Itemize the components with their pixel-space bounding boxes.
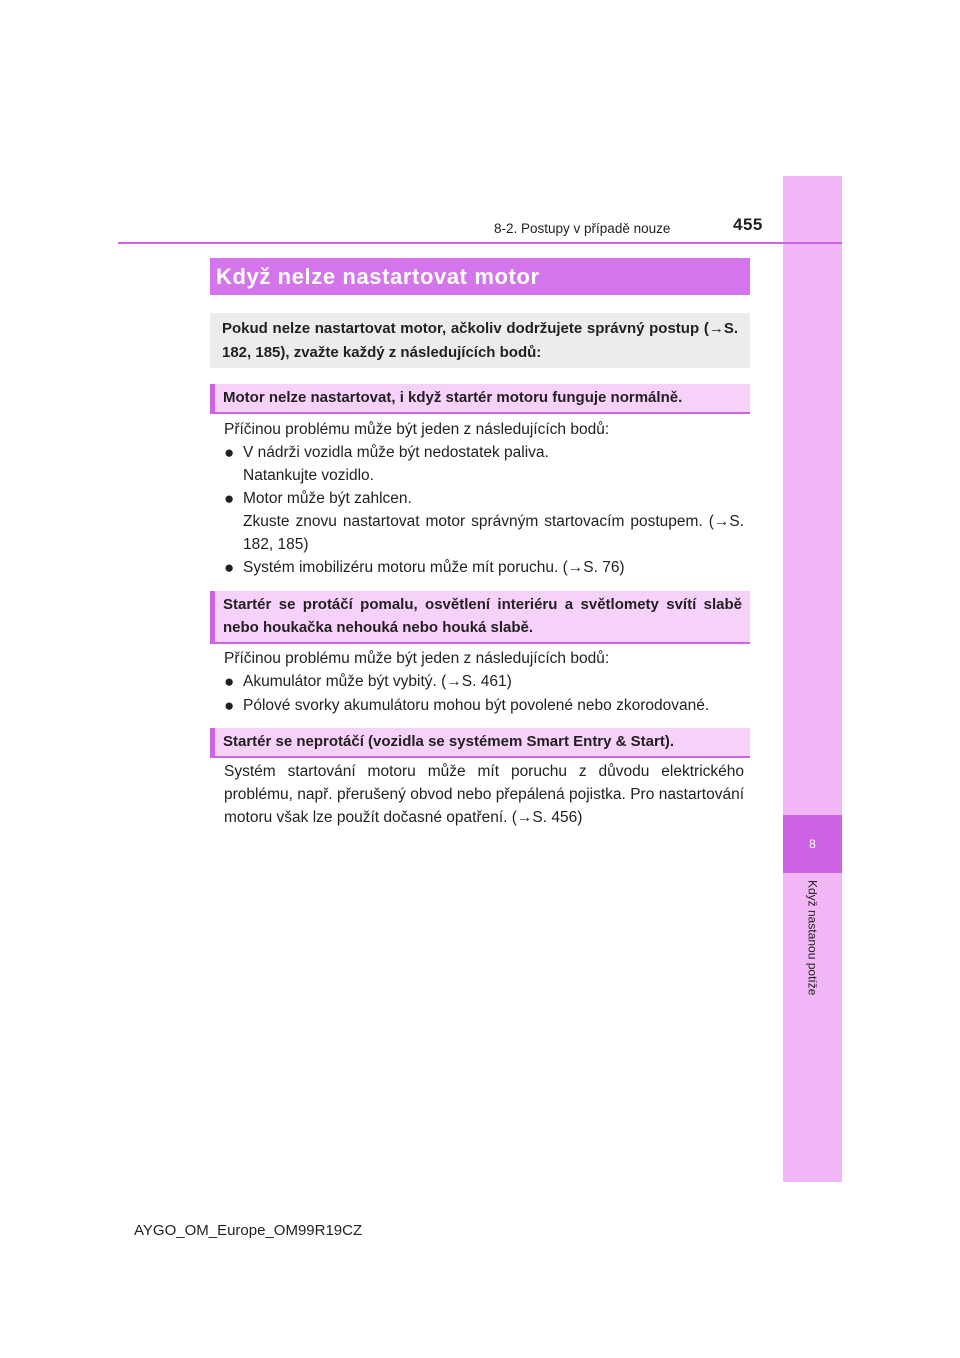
section1-lead: Příčinou problému může být jeden z následujících bodů: <box>224 421 610 438</box>
bullet-subtext: Natankujte vozidlo. <box>243 467 374 484</box>
bullet-icon: ● <box>224 558 235 577</box>
section1-bullet-2 <box>224 487 744 556</box>
intro-box: Pokud nelze nastartovat motor, ačkoliv dodržujete správný postup (→S. 182, 185), zvažte každý z následujících bodů: <box>210 313 750 368</box>
section2-bullet-2 <box>224 694 744 717</box>
section-heading-2: Startér se protáčí pomalu, osvětlení interiéru a světlomety svítí slabě nebo houkačka nehouká nebo houká slabě. <box>210 591 750 644</box>
bullet-icon: ● <box>224 696 235 715</box>
section-heading-3: Startér se neprotáčí (vozidla se systémem Smart Entry & Start). <box>210 728 750 758</box>
header-rule <box>118 242 842 244</box>
section2-bullet-1 <box>224 670 744 693</box>
page-title: Když nelze nastartovat motor <box>210 258 750 295</box>
bullet-icon: ● <box>224 672 235 691</box>
section-heading-1: Motor nelze nastartovat, i když startér motoru funguje normálně. <box>210 384 750 414</box>
side-tab-number: 8 <box>783 815 842 873</box>
section1-bullet-3 <box>224 556 744 579</box>
footer-code: AYGO_OM_Europe_OM99R19CZ <box>134 1222 363 1239</box>
bullet-subtext: Zkuste znovu nastartovat motor správným startovacím postupem. (→S. 182, 185) <box>243 513 744 553</box>
bullet-text: Pólové svorky akumulátoru mohou být povolené nebo zkorodované. <box>243 697 710 714</box>
bullet-icon: ● <box>224 443 235 462</box>
chapter-title: 8-2. Postupy v případě nouze <box>494 221 671 236</box>
bullet-text: Motor může být zahlcen. <box>243 490 412 507</box>
page-number: 455 <box>733 215 763 234</box>
bullet-text: Systém imobilizéru motoru může mít poruchu. (→S. 76) <box>243 559 625 576</box>
bullet-text: Akumulátor může být vybitý. (→S. 461) <box>243 673 512 690</box>
section1-bullet-1 <box>224 441 744 487</box>
bullet-icon: ● <box>224 489 235 508</box>
section3-body: Systém startování motoru může mít poruchu z důvodu elektrického problému, např. přerušený obvod nebo přepálená pojistka. Pro nastartování motoru však lze použít dočasné opatření. (→S. 456) <box>224 763 744 826</box>
bullet-text: V nádrži vozidla může být nedostatek paliva. <box>243 444 549 461</box>
side-tab-label <box>783 880 842 1080</box>
section2-lead: Příčinou problému může být jeden z následujících bodů: <box>224 650 610 667</box>
side-tab-label-text: Když nastanou potíže <box>805 880 820 996</box>
